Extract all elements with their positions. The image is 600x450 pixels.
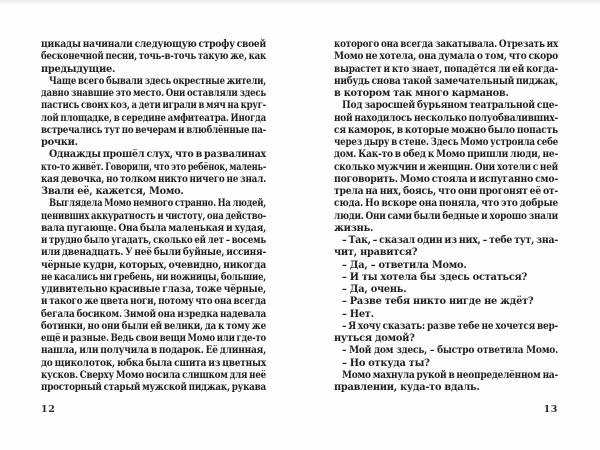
text-line: через дыру в стене. Здесь Момо устроила себе <box>334 137 559 148</box>
page-number-right: 13 <box>543 404 558 415</box>
text-line: нуться домой? <box>334 333 415 344</box>
text-line: бегала босиком. Зимой она изредка надевала <box>41 308 266 320</box>
text-line: – Да, очень. <box>342 284 407 295</box>
text-line: жизнь. <box>334 222 374 234</box>
text-line: – Да, – ответила Момо. <box>342 259 467 271</box>
text-line: – Мой дом здесь, – быстро ответила Момо. <box>342 345 558 357</box>
text-line: чёрные кудри, которых, очевидно, никогда <box>41 259 267 271</box>
text-line: Выглядела Момо немного странно. На людей, <box>49 198 266 210</box>
text-line: – Так, – сказал один из них, – тебе тут, зна- <box>342 235 559 246</box>
page-top-edge <box>0 0 600 5</box>
text-line: – И ты хотела бы здесь остаться? <box>342 271 528 283</box>
text-line: чит, нравится? <box>334 247 418 259</box>
text-line: Под заросшей бурьяном театральной сце- <box>342 100 559 112</box>
text-line: лой площадке, в середине амфитеатра. Иногда <box>41 112 266 124</box>
text-line: трела на них, боясь, что они прогонят её от- <box>334 186 559 197</box>
right-page-text <box>334 39 558 394</box>
text-line: кто-то живёт. Говорили, что это ребёнок, малень- <box>41 161 266 173</box>
text-line: просторный старый мужской пиджак, рукава <box>41 382 266 393</box>
text-line: в котором так много карманов. <box>334 88 509 99</box>
text-line: нашла, или получила в подарок. Её длинная, <box>41 345 267 357</box>
text-line: сколько мужчин и женщин. Они хотели с ней <box>334 161 558 173</box>
text-line: сюда. Но вскоре она поняла, что это добрые <box>334 198 559 210</box>
text-line: которого она всегда закатывала. Отрезать их <box>334 39 559 50</box>
text-line: ботинки, но они были ей велики, да к тому же <box>41 320 267 332</box>
text-line: ценивших аккуратность и чистоту, она действо- <box>41 210 267 222</box>
text-line: встречались тут по вечерам и влюблённые па- <box>41 124 267 136</box>
text-line: – Разве тебя никто нигде не ждёт? <box>342 296 534 308</box>
text-line: вырастет и кто знает, попадётся ли ей когда- <box>334 63 559 75</box>
text-line: люди. Они сами были бедные и хорошо знали <box>334 210 558 222</box>
text-line: – Но откуда ты? <box>342 357 430 369</box>
text-line: Звали её, кажется, Момо. <box>41 186 184 197</box>
text-line: Момо не хотела, она думала о том, что скоро <box>334 51 559 63</box>
text-line: предыдущие. <box>41 63 116 75</box>
text-line: или двенадцать. У неё были буйные, иссиня- <box>41 247 266 259</box>
text-line: вала пугающе. Она была маленькая и худая, <box>41 222 266 234</box>
text-line: и такого же цвета ноги, потому что она всегда <box>41 296 266 308</box>
text-line: Момо махнула рукой в неопределённом на- <box>342 369 559 381</box>
text-line: Однажды прошёл слух, что в развалинах <box>49 149 267 161</box>
text-line: и трудно было угадать, сколько ей лет – восемь <box>41 235 267 246</box>
text-line: рочки. <box>41 137 78 148</box>
text-line: не касались ни гребень, ни ножницы, большие, <box>41 271 266 283</box>
text-line: ся каморок, в которые можно было попасть <box>334 124 558 136</box>
text-line: – Нет. <box>342 308 374 320</box>
text-line: нибудь снова такой замечательный пиджак, <box>334 75 558 87</box>
text-line: поговорить. Момо стояла и испуганно смо- <box>334 173 559 185</box>
left-page-text <box>41 39 266 394</box>
text-line: – Я хочу сказать: разве тебе не хочется вер- <box>342 320 558 332</box>
text-line: до щиколоток, юбка была сшита из цветных <box>41 357 266 369</box>
text-line: бесконечной песни, точь-в-точь такую же, как <box>41 51 266 63</box>
text-line: кая девочка, но толком никто ничего не знал. <box>41 173 267 185</box>
text-line: кусков. Сверху Момо носила слишком для неё <box>41 369 266 381</box>
text-line: давно знавшие это место. Они оставляли здесь <box>41 88 266 99</box>
text-line: правлении, куда-то вдаль. <box>334 382 480 393</box>
text-line: удивительно красивые глаза, тоже чёрные, <box>41 284 266 295</box>
text-line: дом. Как-то в обед к Момо пришли люди, не- <box>334 149 558 161</box>
text-line: ной находилось несколько полуобваливших- <box>334 112 559 124</box>
text-line: ещё и разные. Ведь свои вещи Момо или где-то <box>41 333 267 344</box>
page-number-left: 12 <box>41 404 56 415</box>
text-line: цикады начинали следующую строфу своей <box>41 39 267 50</box>
text-line: Чаще всего бывали здесь окрестные жители, <box>49 75 266 87</box>
text-line: пастись своих коз, а дети играли в мяч на круг- <box>41 100 266 112</box>
